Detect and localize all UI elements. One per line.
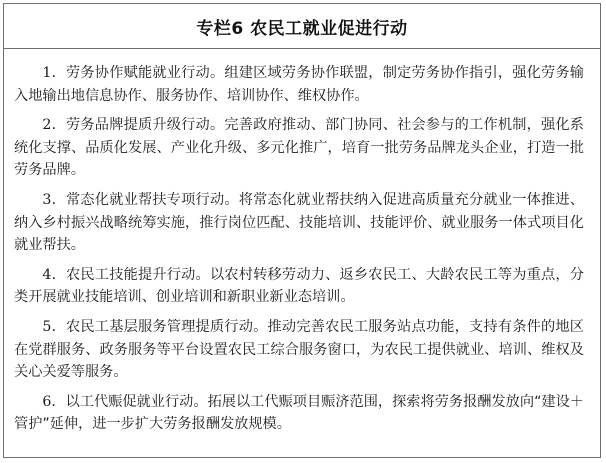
action-heading: 4．农民工技能提升行动。 (42, 266, 210, 283)
action-heading: 6．以工代赈促就业行动。 (42, 393, 208, 410)
action-text: 以农村转移劳动力、返乡农民工、大龄农民工等为重点，分类开展就业技能培训、创业培训和新职业新业态培训。 (14, 266, 584, 306)
action-text: 完善政府推动、部门协同、社会参与的工作机制，强化系统化支撑、品质化发展、产业化升级、多元化推广，培育一批劳务品牌龙头企业，打造一批劳务品牌。 (14, 117, 584, 179)
action-heading: 5．农民工基层服务管理提质行动。 (42, 318, 268, 335)
action-text: 组建区域劳务协作联盟，制定劳务协作指引，强化劳务输入地输出地信息协作、服务协作、培训协作、维权协作。 (14, 65, 584, 104)
action-item-2 (14, 114, 584, 182)
action-item-1 (14, 62, 584, 107)
action-item-6 (14, 391, 584, 436)
action-heading: 2．劳务品牌提质升级行动。 (42, 117, 225, 134)
column-title: 专栏6 农民工就业促进行动 (196, 18, 408, 39)
action-item-3 (14, 189, 584, 257)
action-item-5 (14, 316, 584, 384)
action-text: 将常态化就业帮扶纳入促进高质量充分就业一体推进、纳入乡村振兴战略统筹实施，推行岗位匹配、技能培训、技能评价、就业服务一体式项目化就业帮扶。 (14, 191, 584, 254)
action-heading: 3．常态化就业帮扶专项行动。 (42, 191, 239, 208)
column-header (4, 4, 600, 49)
action-text: 拓展以工代赈项目赈济范围，探索将劳务报酬发放向“建设＋管护”延伸，进一步扩大劳务报酬发放规模。 (14, 393, 584, 433)
column-body (4, 49, 600, 436)
action-heading: 1．劳务协作赋能就业行动。 (42, 65, 225, 81)
action-item-4 (14, 264, 584, 309)
action-text: 推动完善农民工服务站点功能，支持有条件的地区在党群服务、政务服务等平台设置农民工综合服务窗口，为农民工提供就业、培训、维权及关心关爱等服务。 (14, 318, 584, 381)
column-box (3, 3, 601, 458)
